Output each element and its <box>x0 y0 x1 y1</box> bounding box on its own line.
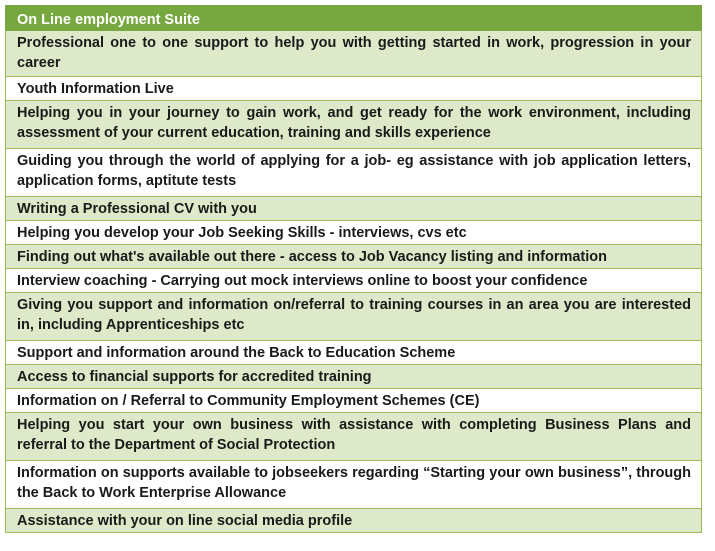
table-row <box>6 77 702 101</box>
table-cell: Helping you develop your Job Seeking Skills - interviews, cvs etc <box>6 221 702 245</box>
table-row <box>6 197 702 221</box>
table-row <box>6 293 702 341</box>
table-cell: Guiding you through the world of applying for a job- eg assistance with job application letters, application forms, aptitute tests <box>6 149 702 197</box>
table-row <box>6 389 702 413</box>
table-row <box>6 31 702 77</box>
table-cell: Access to financial supports for accredited training <box>6 365 702 389</box>
table-row <box>6 245 702 269</box>
table-cell: Professional one to one support to help you with getting started in work, progression in your career <box>6 31 702 77</box>
table-row <box>6 461 702 509</box>
table-row <box>6 341 702 365</box>
table-cell: Writing a Professional CV with you <box>6 197 702 221</box>
table-row <box>6 149 702 197</box>
table-cell: Youth Information Live <box>6 77 702 101</box>
table-row <box>6 509 702 533</box>
table-row <box>6 269 702 293</box>
table-cell: Helping you start your own business with assistance with completing Business Plans and referral to the Department of Social Protection <box>6 413 702 461</box>
table-cell: Information on / Referral to Community Employment Schemes (CE) <box>6 389 702 413</box>
table-cell: Interview coaching - Carrying out mock interviews online to boost your confidence <box>6 269 702 293</box>
table-row <box>6 221 702 245</box>
table-row <box>6 101 702 149</box>
table-cell: Finding out what's available out there - access to Job Vacancy listing and information <box>6 245 702 269</box>
table-cell: Helping you in your journey to gain work, and get ready for the work environment, including assessment of your current education, training and skills experience <box>6 101 702 149</box>
table-cell: Information on supports available to jobseekers regarding “Starting your own business”, through the Back to Work Enterprise Allowance <box>6 461 702 509</box>
table-cell: Giving you support and information on/referral to training courses in an area you are interested in, including Apprenticeships etc <box>6 293 702 341</box>
table-row <box>6 413 702 461</box>
table-cell: Support and information around the Back to Education Scheme <box>6 341 702 365</box>
table-header-cell: On Line employment Suite <box>6 6 702 31</box>
table-cell: Assistance with your on line social media profile <box>6 509 702 533</box>
services-table <box>5 5 702 533</box>
table-header-row <box>6 6 702 31</box>
table-row <box>6 365 702 389</box>
